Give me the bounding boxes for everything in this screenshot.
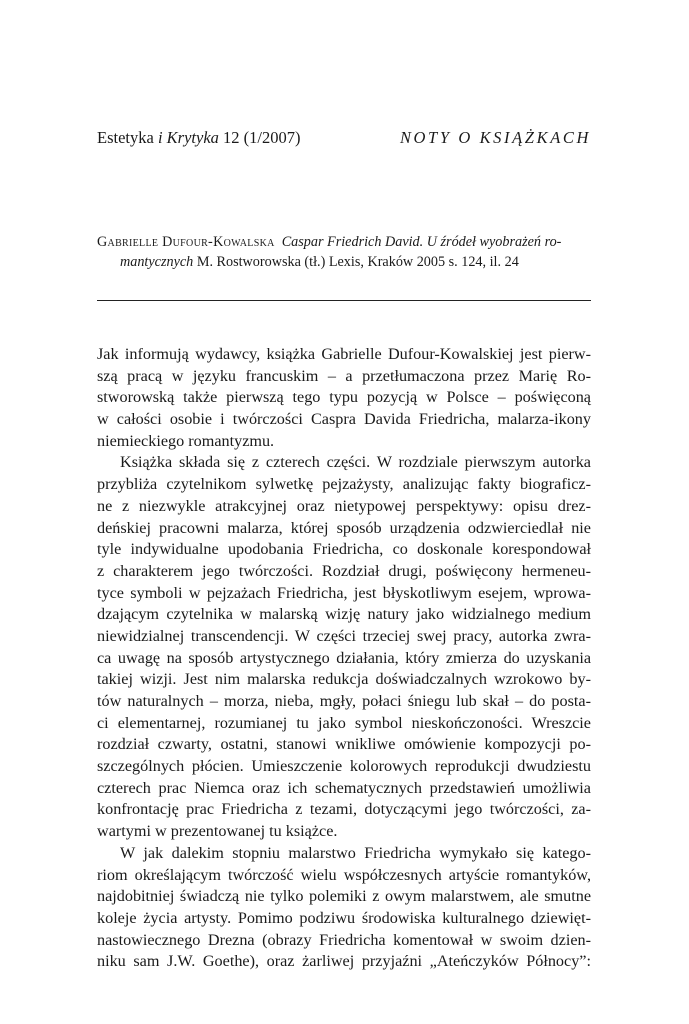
body-line: deńskiej pracowni malarza, której sposób urządzenia odzwierciedlał nie (97, 518, 591, 537)
body-line: tyce symboli w pejzażach Friedricha, jest błyskotliwym esejem, wprowa- (97, 583, 591, 602)
body-line: riom określającym twórczość wielu współczesnych artyście romantyków, (97, 865, 591, 884)
body-line: z charakterem jego twórczości. Rozdział drugi, poświęcony hermeneu- (97, 561, 591, 580)
body-line: wartymi w prezentowanej tu książce. (97, 822, 338, 841)
biblio-line-2 (97, 252, 591, 272)
body-line: tyle indywidualne upodobania Friedricha, co doskonale korespondował (97, 540, 591, 559)
running-header (97, 128, 591, 150)
book-title-part-1: Caspar Friedrich David. U źródeł wyobrażeń ro- (281, 234, 562, 250)
journal-issue: 12 (1/2007) (218, 128, 301, 147)
body-line: przybliża czytelnikom sylwetkę pejzażysty, analizując fakty biograficz- (97, 475, 591, 494)
book-details: M. Rostworowska (tł.) Lexis, Kraków 2005 s. 124, il. 24 (193, 254, 519, 270)
journal-citation (97, 128, 300, 148)
body-line: niemieckiego romantyzmu. (97, 431, 275, 450)
body-line: Książka składa się z czterech części. W rozdziale pierwszym autorka (120, 453, 591, 472)
section-title: NOTY O KSIĄŻKACH (399, 128, 591, 147)
body-line: W jak dalekim stopniu malarstwo Friedricha wymykało się katego- (120, 843, 591, 862)
body-line: koleje życia artysty. Pomimo podziwu środowiska kulturalnego dziewięt- (97, 908, 591, 927)
journal-name-part: Estetyka (97, 128, 158, 147)
book-author: Gabrielle Dufour-Kowalska (97, 234, 275, 250)
journal-name-i: i (157, 128, 163, 147)
review-body (97, 344, 591, 973)
bibliographic-entry (97, 232, 591, 272)
body-line: ca uwagę na sposób artystycznego działania, który zmierza do uzyskania (97, 648, 591, 667)
body-line: najdobitniej świadczą nie tylko polemiki z owym malarstwem, ale smutne (97, 887, 591, 906)
divider-rule (97, 300, 591, 301)
journal-name-krytyka: Krytyka (166, 128, 219, 147)
body-line: ne z niezwykle atrakcyjnej oraz nietypowej perspektywy: opisu drez- (97, 496, 591, 515)
body-line: tów naturalnych – morza, nieba, mgły, połaci śniegu lub skał – do posta- (97, 692, 591, 710)
body-line: Jak informują wydawcy, książka Gabrielle Dufour-Kowalskiej jest pierw- (97, 345, 591, 363)
book-title-part-2: mantycznych (120, 254, 194, 270)
body-line: stworowską także pierwszą tego typu pozycją w Polsce – poświęconą (97, 388, 591, 407)
body-line: niku sam J.W. Goethe), oraz żarliwej przyjaźni „Ateńczyków Północy”: (97, 952, 591, 971)
body-line: nastowiecznego Drezna (obrazy Friedricha komentował w swoim dzien- (97, 930, 591, 949)
body-line: konfrontację prac Friedricha z tezami, dotyczącymi jego twórczości, za- (97, 800, 591, 819)
biblio-line-1 (97, 232, 591, 252)
body-line: ci elementarnej, rozumianej tu jako symbol nieskończoności. Wreszcie (97, 713, 591, 732)
body-line: dzającym czytelnika w malarską wizję natury jako widzialnego medium (97, 605, 591, 624)
body-line: niewidzialnej transcendencji. W części trzeciej swej pracy, autorka zwra- (97, 626, 591, 645)
body-line: rozdział czwarty, ostatni, stanowi wnikliwe omówienie kompozycji po- (97, 735, 591, 754)
body-line: takiej wizji. Jest nim malarska redukcja doświadczalnych wzrokowo by- (97, 670, 591, 689)
body-line: szczególnych płócien. Umieszczenie kolorowych reprodukcji dwudziestu (97, 757, 591, 776)
body-line: w całości osobie i twórczości Caspra Davida Friedricha, malarza-ikony (97, 410, 591, 429)
body-line: czterech prac Niemca oraz ich schematycznych przedstawień umożliwia (97, 778, 591, 797)
body-line: szą pracą w języku francuskim – a przetłumaczona przez Marię Ro- (97, 366, 591, 385)
